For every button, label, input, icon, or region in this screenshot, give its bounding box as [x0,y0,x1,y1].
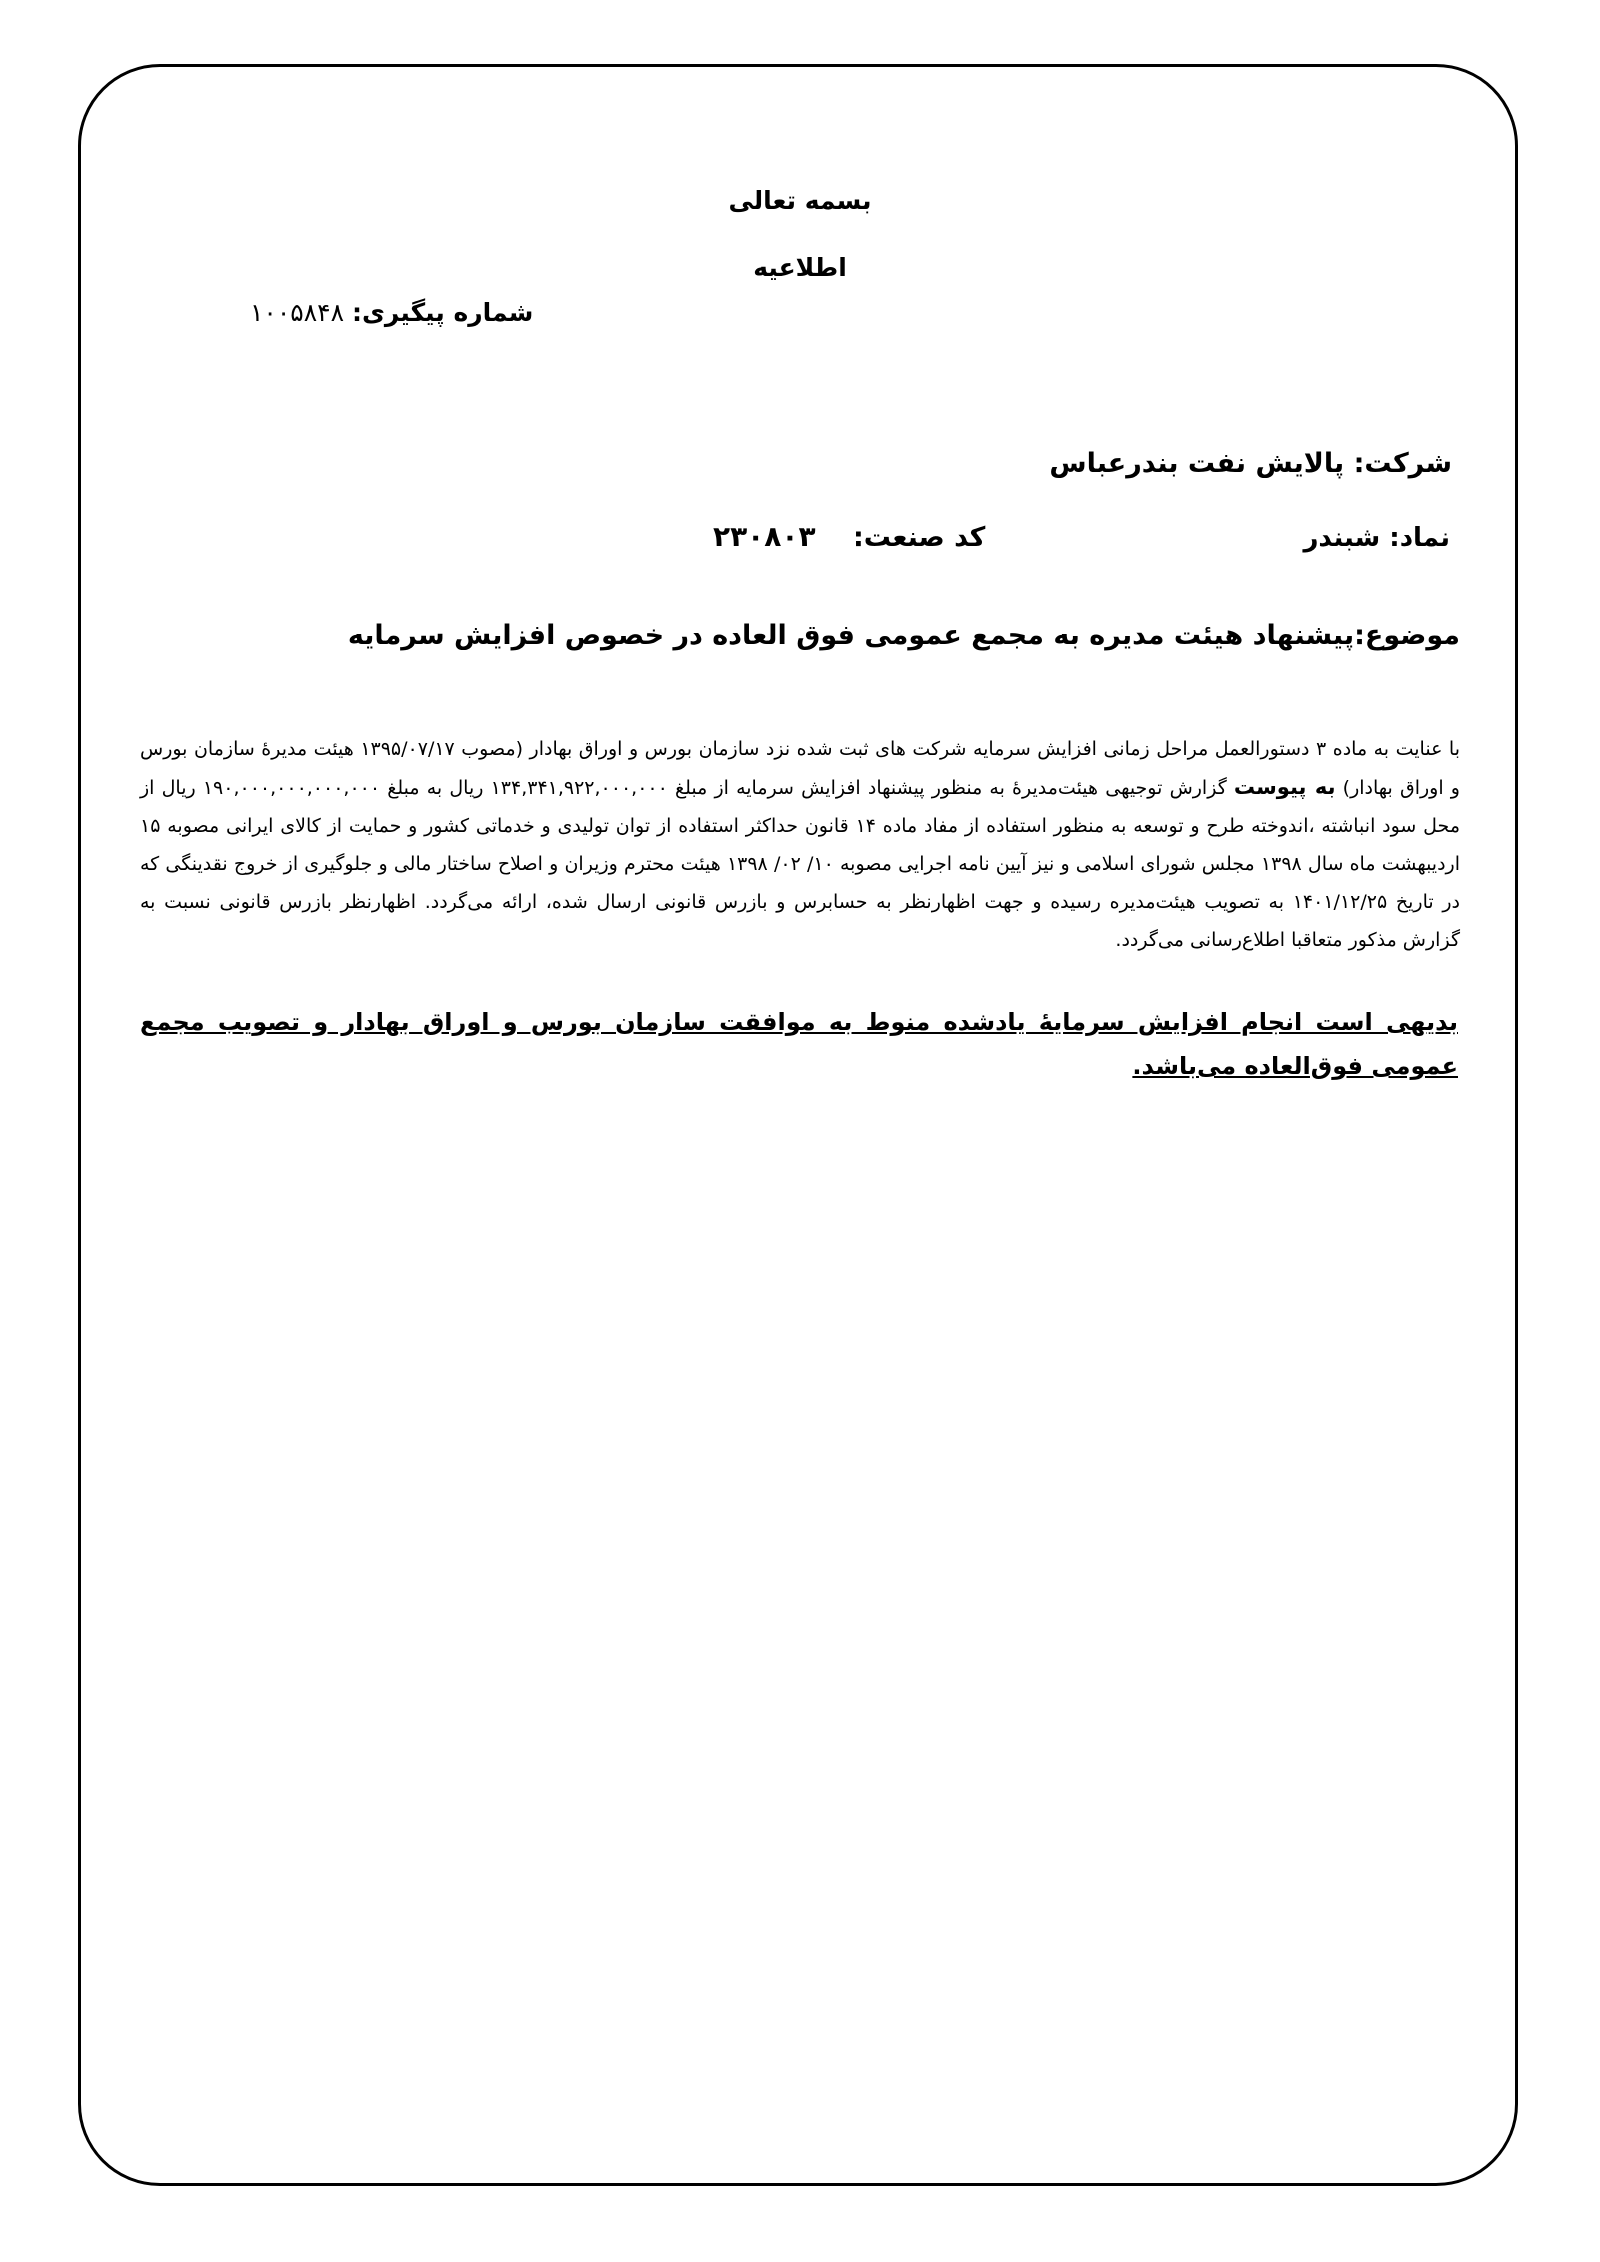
subject-line [348,620,1460,651]
basmala-heading: بسمه تعالی [728,186,872,215]
tracking-line [250,298,533,327]
body-part-2: گزارش توجیهی هیئت‌مدیرهٔ به منظور پیشنهاد افزایش سرمایه از مبلغ ۱۳۴,۳۴۱,۹۲۲,۰۰۰,۰۰۰ ریال به مبلغ ۱۹۰,۰۰۰,۰۰۰,۰۰۰,۰۰۰ ریال از محل سود انباشته ،اندوخته طرح و توسعه به منظور استفاده از مفاد ماده ۱۴ قانون حداکثر استفاده از توان تولیدی و خدماتی کشور و حمایت از کالای ایرانی مصوبه ۱۵ اردیبهشت ماه سال ۱۳۹۸ مجلس شورای اسلامی و نیز آیین نامه اجرایی مصوبه ۱۰/ ۰۲/ ۱۳۹۸ هیئت محترم وزیران و اصلاح ساختار مالی و جلوگیری از خروج نقدینگی که در تاریخ ۱۴۰۱/۱۲/۲۵ به تصویب هیئت‌مدیره رسیده و جهت اظهارنظر به حسابرس و بازرس قانونی ارسال شده، ارائه می‌گردد. اظهارنظر بازرس قانونی نسبت به گزارش مذکور متعاقبا اطلاع‌رسانی می‌گردد. [140,777,1461,951]
company-label: شرکت: [1353,448,1452,479]
body-part-1: با عنایت به ماده ۳ دستورالعمل مراحل زمانی افزایش سرمایه شرکت های ثبت شده نزد سازمان بورس و اوراق بهادار (مصوب ۱۳۹۵/۰۷/۱۷ هیئت مدیرهٔ سازمان بورس و اوراق بهادار) [140,738,1460,799]
subject-text: پیشنهاد هیئت مدیره به مجمع عمومی فوق العاده در خصوص افزایش سرمایه [347,620,1355,651]
symbol-line [1303,523,1450,553]
emphasis-paragraph: بدیهی است انجام افزایش سرمایهٔ یادشده منوط به موافقت سازمان بورس و اوراق بهادار و تصویب مجمع عمومی فوق‌العاده می‌باشد. [140,1008,1458,1080]
symbol-label: نماد: [1389,523,1450,553]
company-name: پالایش نفت بندرعباس [1049,448,1345,479]
tracking-number: ۱۰۰۵۸۴۸ [250,298,344,327]
notice-title: اطلاعیه [753,253,847,282]
industry-code-label: کد صنعت: [852,522,986,553]
tracking-label: شماره پیگیری: [351,298,534,327]
industry-code-value: ۲۳۰۸۰۳ [713,520,816,553]
page-border [78,64,1518,2186]
company-line [1049,448,1452,479]
body-paragraph [140,730,1460,959]
subject-label: موضوع: [1354,620,1460,651]
industry-code-line [713,520,985,553]
attachment-phrase: به پیوست [1233,775,1336,799]
symbol-value: شبندر [1303,523,1381,553]
